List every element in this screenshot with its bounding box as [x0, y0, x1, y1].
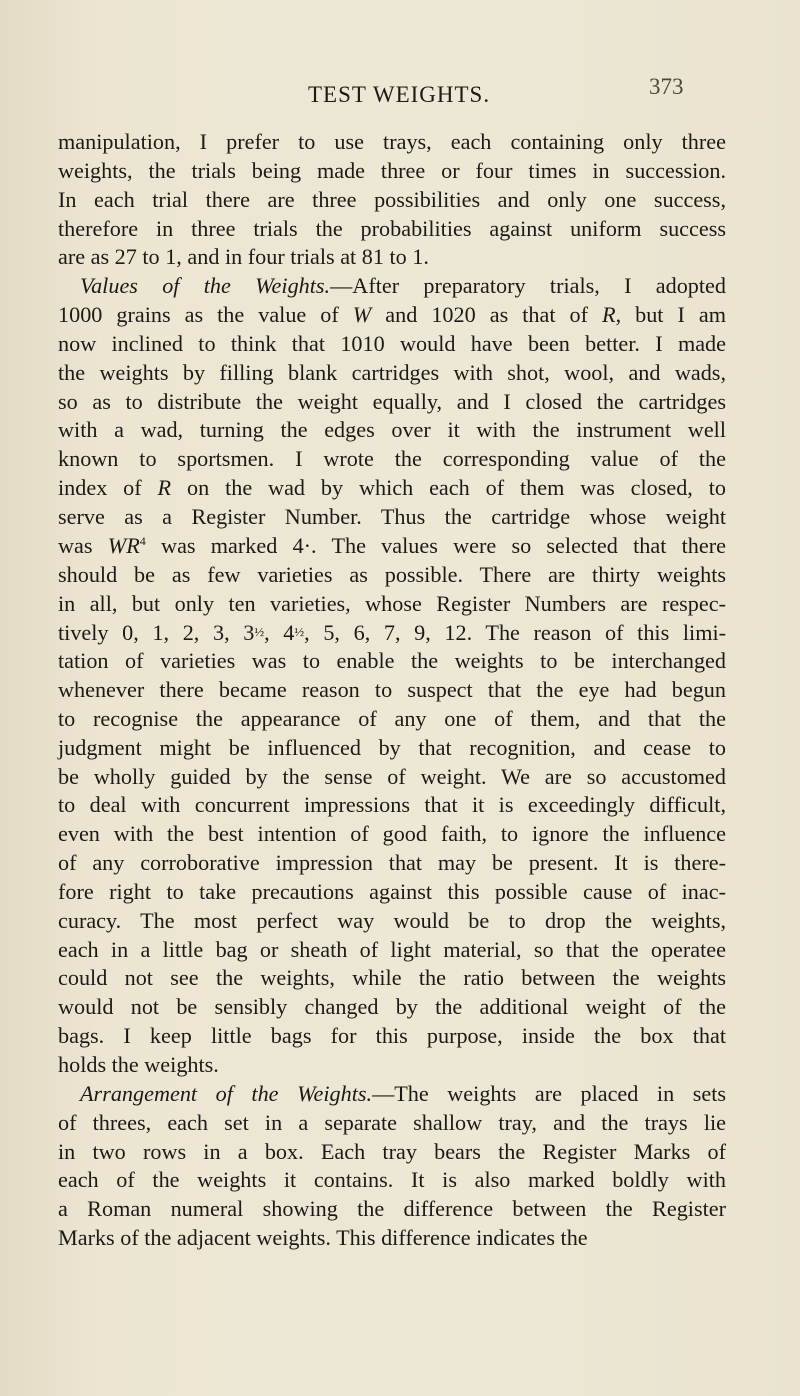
text-line [58, 936, 726, 965]
paragraph [58, 1080, 726, 1253]
text-run: in all, but only ten varieties, whose Register Numbers are respec- [58, 590, 726, 616]
text-run: In each trial there are three possibilities and only one success, [58, 186, 726, 212]
text-line [58, 1166, 726, 1195]
text-run: now inclined to think that 1010 would have been better. I made [58, 330, 726, 356]
text-line [58, 734, 726, 763]
text-run: 1000 grains as the value of [58, 302, 353, 328]
text-run: serve as a Register Number. Thus the cartridge whose weight [58, 503, 726, 529]
text-line [58, 416, 726, 445]
text-run: —The weights are placed in sets [372, 1080, 726, 1106]
text-line [58, 388, 726, 417]
text-line [58, 618, 726, 647]
text-run: and 1020 as that of [371, 302, 602, 328]
text-run: curacy. The most perfect way would be to drop the weights, [58, 907, 726, 933]
text-line [58, 186, 726, 215]
text-line [58, 1051, 726, 1080]
text-run: bags. I keep little bags for this purpose, inside the box that [58, 1023, 726, 1049]
text-line [58, 474, 726, 503]
text-run: , but I am [615, 302, 726, 328]
text-line [58, 647, 726, 676]
text-run: with a wad, turning the edges over it with the instrument well [58, 417, 726, 443]
text-line [58, 503, 726, 532]
text-run: would not be sensibly changed by the additional weight of the [58, 994, 726, 1020]
text-run: be wholly guided by the sense of weight. We are so accustomed [58, 763, 726, 789]
text-run: could not see the weights, while the ratio between the weights [58, 965, 726, 991]
text-line [58, 561, 726, 590]
text-run: so as to distribute the weight equally, and I closed the cartridges [58, 388, 726, 414]
text-run: a Roman numeral showing the difference between the Register [58, 1196, 726, 1222]
text-run: the weights by filling blank cartridges with shot, wool, and wads, [58, 359, 726, 385]
page-header [0, 74, 800, 114]
fraction: ½ [254, 624, 265, 640]
text-line [58, 676, 726, 705]
text-run: weights, the trials being made three or four times in succession. [58, 157, 726, 183]
body-text [58, 128, 726, 1253]
text-line [58, 272, 726, 301]
italic-text: W [352, 302, 372, 328]
text-line [58, 215, 726, 244]
text-line [58, 128, 726, 157]
text-run: to recognise the appearance of any one of them, and that the [58, 705, 726, 731]
text-line [58, 243, 726, 272]
text-run: each of the weights it contains. It is also marked boldly with [58, 1167, 726, 1193]
text-line [58, 1138, 726, 1167]
text-line [58, 1022, 726, 1051]
text-run: even with the best intention of good faith, to ignore the influence [58, 821, 726, 847]
text-run: whenever there became reason to suspect that the eye had begun [58, 677, 726, 703]
text-run: in two rows in a box. Each tray bears the Register Marks of [58, 1138, 726, 1164]
text-run: therefore in three trials the probabilities against uniform success [58, 215, 726, 241]
text-line [58, 993, 726, 1022]
paragraph [58, 272, 726, 1080]
text-line [58, 330, 726, 359]
text-line [58, 590, 726, 619]
text-line [58, 1224, 726, 1253]
italic-text: Arrangement of the Weights. [80, 1080, 373, 1106]
text-run: Marks of the adjacent weights. This difference indicates the [58, 1225, 588, 1251]
text-run: should be as few varieties as possible. There are thirty weights [58, 561, 726, 587]
text-run: manipulation, I prefer to use trays, each containing only three [58, 129, 726, 154]
text-run: was [58, 532, 108, 558]
text-run: , 4 [264, 620, 295, 646]
text-line [58, 532, 726, 561]
text-line [58, 791, 726, 820]
text-line [58, 878, 726, 907]
italic-text: R [157, 475, 172, 501]
text-line [58, 964, 726, 993]
text-run: on the wad by which each of them was closed, to [171, 475, 726, 501]
text-run: of threes, each set in a separate shallow tray, and the trays lie [58, 1109, 726, 1135]
text-line [58, 1109, 726, 1138]
italic-text: WR [107, 532, 140, 558]
text-run: of any corroborative impression that may be present. It is there- [58, 850, 726, 876]
text-run: fore right to take precautions against this possible cause of inac- [58, 878, 726, 904]
text-run: tively 0, 1, 2, 3, 3 [58, 620, 255, 646]
text-run: holds the weights. [58, 1052, 219, 1077]
running-head: TEST WEIGHTS. [308, 82, 491, 107]
superscript: 4 [139, 533, 146, 548]
text-run: index of [58, 475, 158, 501]
text-run: tation of varieties was to enable the weights to be interchanged [58, 648, 726, 674]
paragraph [58, 128, 726, 272]
text-line [58, 445, 726, 474]
text-run: known to sportsmen. I wrote the corresponding value of the [58, 446, 726, 472]
text-line [58, 359, 726, 388]
text-line [58, 705, 726, 734]
text-line [58, 301, 726, 330]
text-run: —After preparatory trials, I adopted [330, 273, 726, 299]
text-run: , 5, 6, 7, 9, 12. The reason of this limi- [304, 620, 727, 646]
text-line [58, 763, 726, 792]
text-run: each in a little bag or sheath of light material, so that the operatee [58, 936, 726, 962]
text-line [58, 1195, 726, 1224]
text-run: was marked 4·. The values were so selected that there [145, 532, 726, 558]
page-number: 373 [649, 74, 684, 99]
text-line [58, 157, 726, 186]
text-run: to deal with concurrent impressions that it is exceedingly difficult, [58, 792, 726, 818]
italic-text: R [602, 302, 616, 328]
fraction: ½ [294, 624, 305, 640]
text-line [58, 849, 726, 878]
text-line [58, 820, 726, 849]
text-run: are as 27 to 1, and in four trials at 81 to 1. [58, 244, 429, 270]
text-line [58, 1080, 726, 1109]
italic-text: Values of the Weights. [80, 273, 331, 299]
text-run: judgment might be influenced by that recognition, and cease to [58, 734, 726, 760]
text-line [58, 907, 726, 936]
